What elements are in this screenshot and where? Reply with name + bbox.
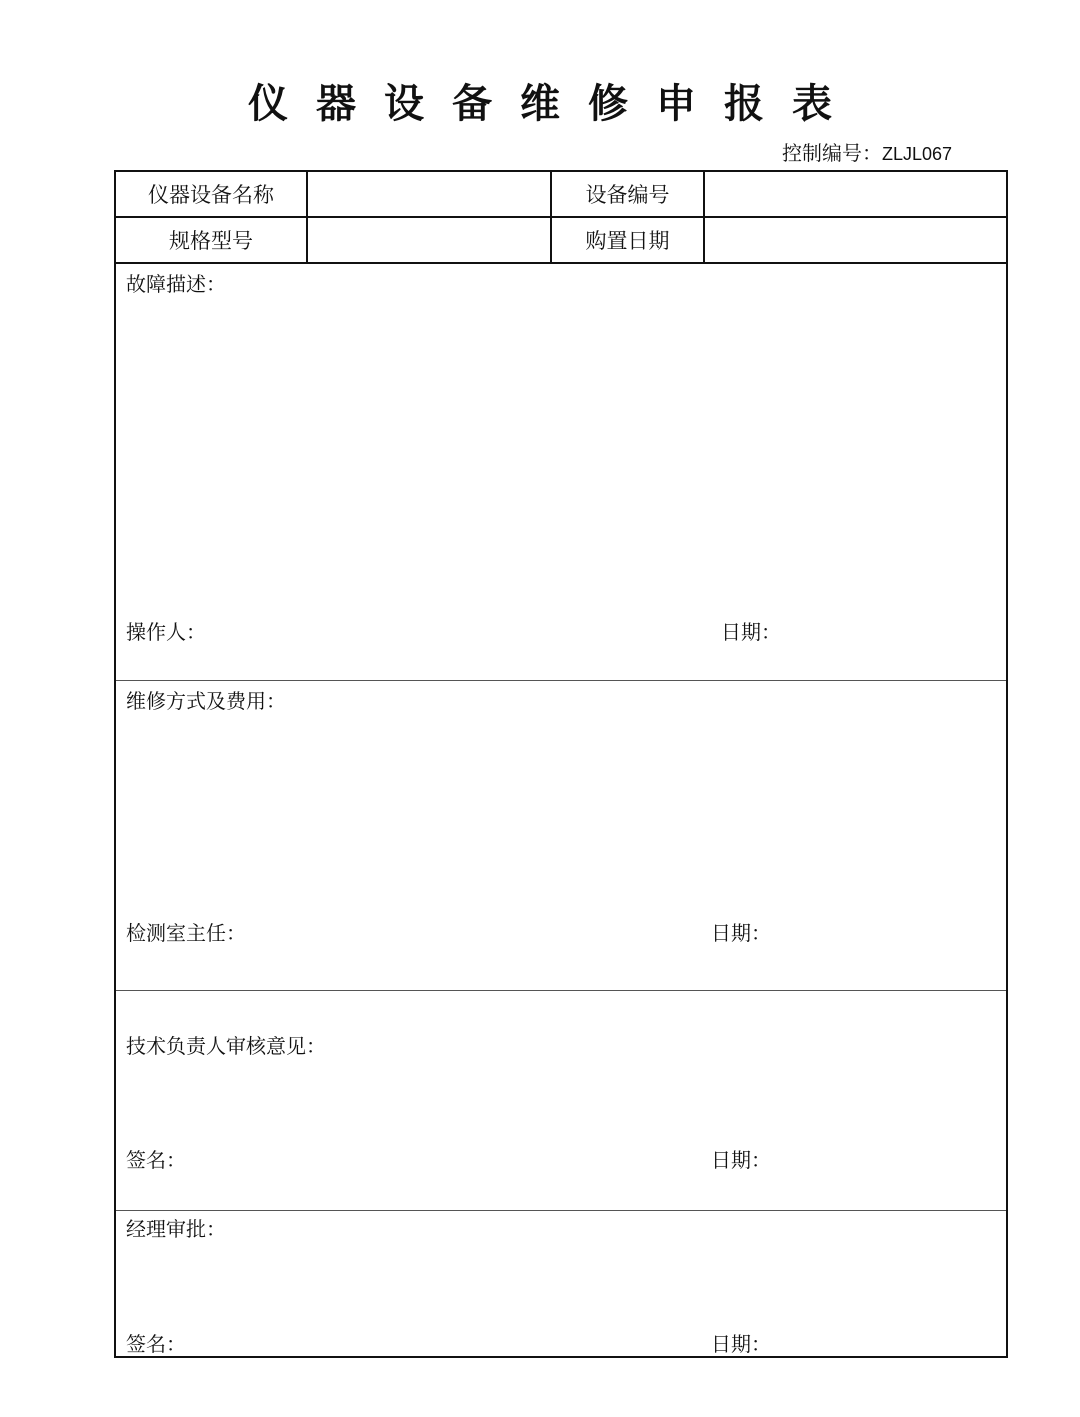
manager-approval-heading: 经理审批： (126, 1217, 226, 1241)
equipment-name-field[interactable] (308, 172, 552, 216)
tech-review-section[interactable] (116, 991, 1006, 1211)
lab-director-label: 检测室主任： (126, 921, 246, 945)
manager-signature-label: 签名： (126, 1332, 186, 1356)
tech-review-signature-label: 签名： (126, 1148, 186, 1172)
manager-approval-section[interactable] (116, 1211, 1006, 1356)
equipment-number-field[interactable] (705, 172, 1006, 216)
equipment-name-label: 仪器设备名称 (116, 172, 308, 216)
repair-date-label: 日期： (711, 921, 771, 945)
model-spec-field[interactable] (308, 218, 552, 262)
control-number-value: ZLJL067 (882, 144, 953, 164)
fault-description-section[interactable] (116, 264, 1006, 681)
manager-date-label: 日期： (711, 1332, 771, 1356)
repair-request-form (114, 170, 1008, 1358)
operator-label: 操作人： (126, 620, 206, 644)
equipment-number-label: 设备编号 (552, 172, 705, 216)
header-row-2 (116, 218, 1006, 264)
tech-review-date-label: 日期： (711, 1148, 771, 1172)
tech-review-heading: 技术负责人审核意见： (126, 1034, 326, 1058)
purchase-date-field[interactable] (705, 218, 1006, 262)
purchase-date-label: 购置日期 (552, 218, 705, 262)
fault-date-label: 日期： (721, 620, 781, 644)
repair-method-section[interactable] (116, 681, 1006, 991)
model-spec-label: 规格型号 (116, 218, 308, 262)
repair-method-heading: 维修方式及费用： (126, 689, 286, 713)
header-row-1 (116, 172, 1006, 218)
fault-description-heading: 故障描述： (126, 272, 226, 296)
control-number-label: 控制编号： (782, 141, 882, 165)
control-number (782, 137, 952, 166)
form-title: 仪器设备维修申报表 (248, 81, 860, 127)
